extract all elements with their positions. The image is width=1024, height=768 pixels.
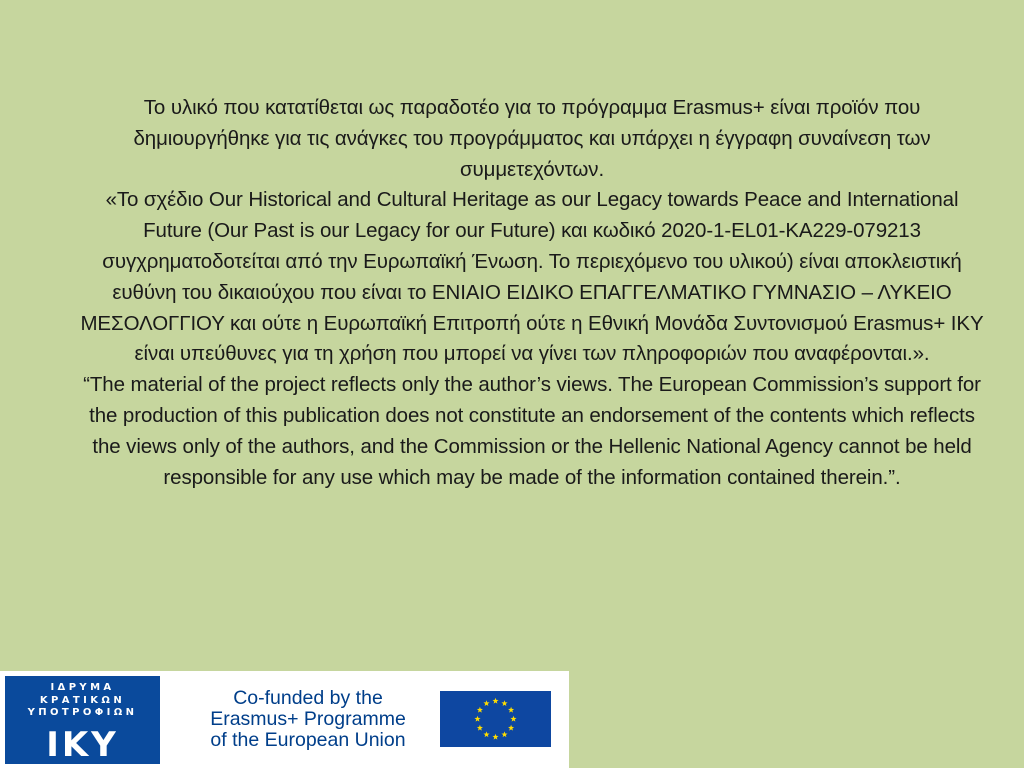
greek-funding-disclaimer-paragraph: «Το σχέδιο Our Historical and Cultural Heritage as our Legacy towards Peace and International Future (Our Past is our Legacy for our Future) και κωδικό 2020-1-EL01-KA229-079213 συγχρηματοδοτείται από την Ευρωπαϊκή Ένωση. Το περιεχόμενο του υλικού) είναι αποκλειστική ευθύνη του δικαιούχου που είναι το ΕΝΙΑΙΟ ΕΙΔΙΚΟ ΕΠΑΓΓΕΛΜΑΤΙΚΟ ΓΥΜΝΑΣΙΟ – ΛΥΚΕΙΟ ΜΕΣΟΛΟΓΓΙΟΥ και ούτε η Ευρωπαϊκή Επιτροπή ούτε η Εθνική Μονάδα Συντονισμού Erasmus+ ΙΚΥ είναι υπεύθυνες για τη χρήση που μπορεί να γίνει των πληροφοριών που αναφέρονται.». bbox=[80, 188, 984, 366]
eu-flag-stars bbox=[440, 691, 551, 747]
eu-star-icon bbox=[483, 731, 489, 737]
eu-star-icon bbox=[477, 725, 483, 731]
iky-logo bbox=[5, 676, 160, 764]
eu-star-icon bbox=[477, 707, 483, 713]
disclaimer-text bbox=[80, 93, 984, 493]
english-disclaimer-paragraph: “The material of the project reflects only the author’s views. The European Commission’s support for the production of this publication does not constitute an endorsement of the contents which reflects the views only of the authors, and the Commission or the Hellenic National Agency cannot be held responsible for any use which may be made of the information contained therein.”. bbox=[83, 373, 981, 489]
eu-star-icon bbox=[483, 700, 489, 706]
iky-logo-acronym: ΙΚΥ bbox=[46, 725, 119, 765]
eu-star-icon bbox=[501, 731, 507, 737]
eu-star-icon bbox=[501, 700, 507, 706]
funding-logo-bar bbox=[0, 671, 569, 768]
iky-logo-line-2: ΚΡΑΤΙΚΩΝ bbox=[39, 694, 126, 706]
eu-star-icon bbox=[508, 725, 514, 731]
cofunded-line-1: Co-funded by the bbox=[233, 687, 383, 709]
greek-consent-paragraph: Το υλικό που κατατίθεται ως παραδοτέο για το πρόγραμμα Erasmus+ είναι προϊόν που δημιουργήθηκε για τις ανάγκες του προγράμματος και υπάρχει η έγγραφη συναίνεση των συμμετεχόντων. bbox=[133, 96, 931, 181]
eu-star-icon bbox=[510, 716, 516, 722]
eu-star-icon bbox=[474, 716, 480, 722]
eu-flag-icon bbox=[440, 691, 551, 747]
cofunded-line-3: of the European Union bbox=[210, 729, 406, 751]
eu-star-icon bbox=[492, 698, 498, 704]
eu-star-icon bbox=[492, 734, 498, 740]
cofunded-line-2: Erasmus+ Programme bbox=[210, 708, 406, 730]
erasmus-cofunded-text bbox=[183, 688, 433, 751]
eu-star-icon bbox=[508, 707, 514, 713]
iky-logo-line-1: ΙΔΡΥΜΑ bbox=[50, 682, 115, 693]
iky-logo-line-3: ΥΠΟΤΡΟΦΙΩΝ bbox=[27, 707, 138, 718]
